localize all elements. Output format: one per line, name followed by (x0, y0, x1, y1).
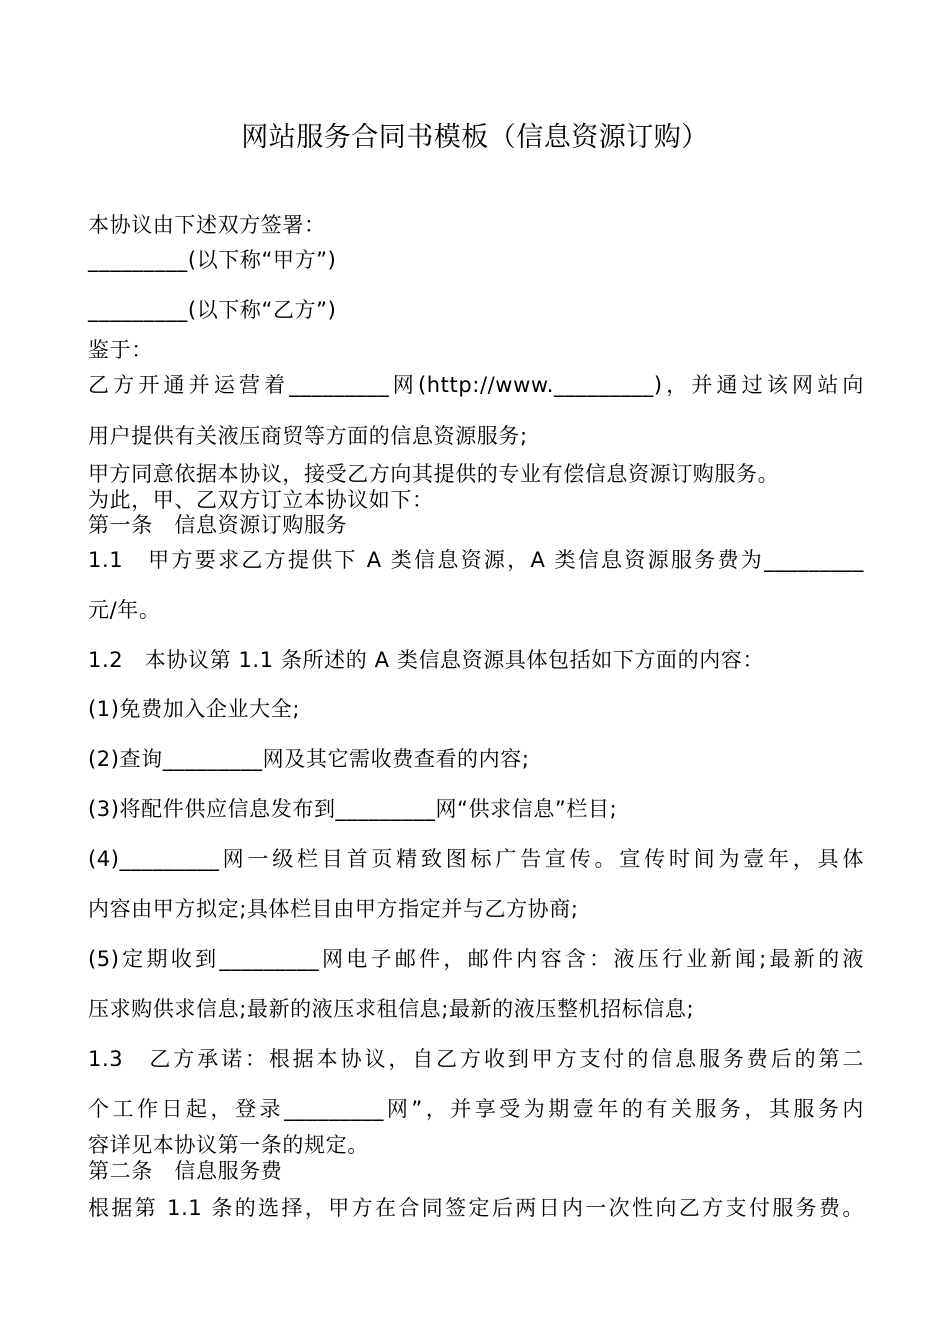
item-3: (3)将配件供应信息发布到_________网“供求信息”栏目; (88, 797, 618, 821)
document-title: 网站服务合同书模板（信息资源订购） (241, 122, 709, 153)
clause-1-3-line-1: 1.3 乙方承诺：根据本协议，自乙方收到甲方支付的信息服务费后的第二 (88, 1047, 864, 1071)
item-2: (2)查询_________网及其它需收费查看的内容; (88, 747, 530, 771)
text-line-whereas: 鉴于： (88, 338, 153, 362)
article-1-heading: 第一条 信息资源订购服务 (88, 513, 348, 537)
article-2-text: 根据第 1.1 条的选择，甲方在合同签定后两日内一次性向乙方支付服务费。 (88, 1196, 864, 1220)
text-line-whereas-1b: 用户提供有关液压商贸等方面的信息资源服务; (88, 424, 528, 448)
text-line-whereas-1a: 乙方开通并运营着_________网(http://www._________)，并通过该网站向 (88, 373, 864, 397)
article-2-heading: 第二条 信息服务费 (88, 1159, 283, 1183)
clause-1-3-line-2: 个工作日起，登录_________网”，并享受为期壹年的有关服务，其服务内 (88, 1097, 864, 1121)
item-5-line-1: (5)定期收到_________网电子邮件，邮件内容含：液压行业新闻;最新的液 (88, 947, 864, 971)
item-5-line-2: 压求购供求信息;最新的液压求租信息;最新的液压整机招标信息; (88, 997, 695, 1021)
clause-1-2: 1.2 本协议第 1.1 条所述的 A 类信息资源具体包括如下方面的内容： (88, 648, 765, 672)
item-4-line-2: 内容由甲方拟定;具体栏目由甲方指定并与乙方协商; (88, 897, 579, 921)
clause-1-1-line-1: 1.1 甲方要求乙方提供下 A 类信息资源，A 类信息资源服务费为_________ (88, 548, 864, 572)
item-1: (1)免费加入企业大全; (88, 697, 301, 721)
text-line-intro: 本协议由下述双方签署： (88, 213, 326, 237)
text-line-party-a: _________(以下称“甲方”) (88, 248, 337, 272)
item-4-line-1: (4)_________网一级栏目首页精致图标广告宣传。宣传时间为壹年，具体 (88, 847, 864, 871)
clause-1-1-line-2: 元/年。 (88, 598, 161, 622)
text-line-whereas-2: 甲方同意依据本协议，接受乙方向其提供的专业有偿信息资源订购服务。 (88, 462, 780, 486)
text-line-party-b: _________(以下称“乙方”) (88, 298, 337, 322)
clause-1-3-line-3: 容详见本协议第一条的规定。 (88, 1133, 369, 1157)
text-line-hereby: 为此，甲、乙双方订立本协议如下： (88, 488, 434, 512)
